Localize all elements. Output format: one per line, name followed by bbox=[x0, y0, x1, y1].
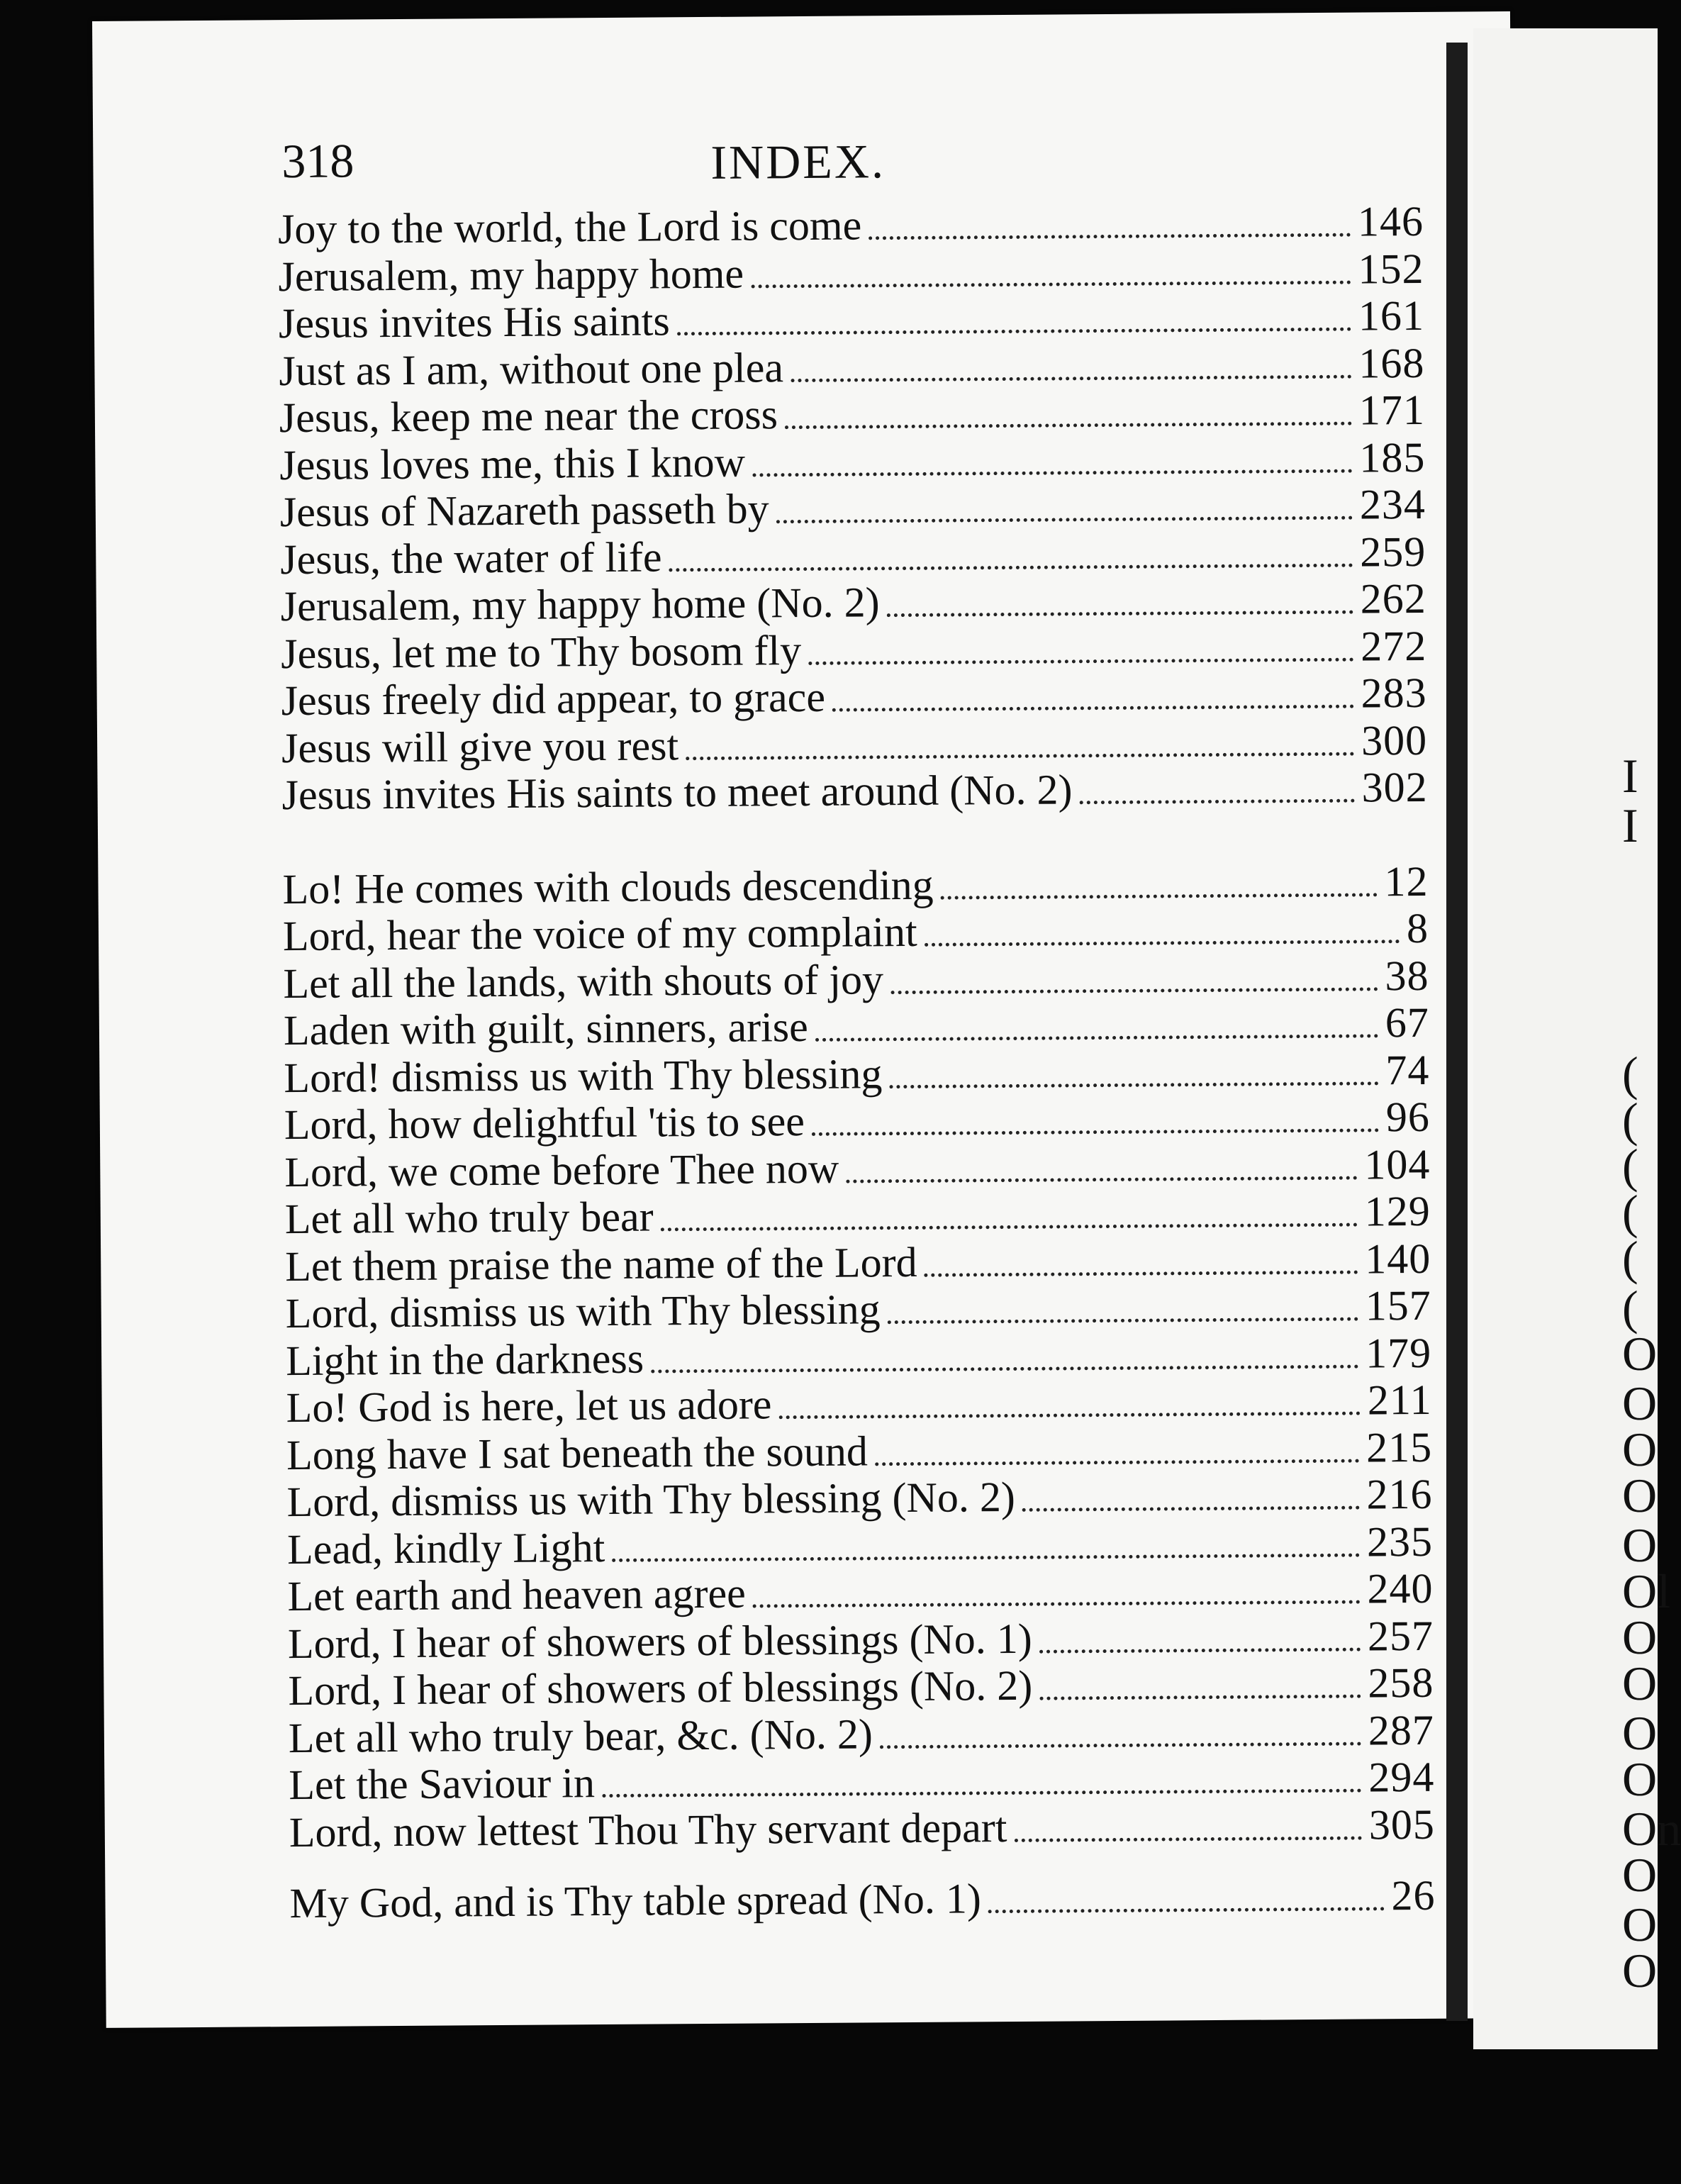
entry-title: Jerusalem, my happy home bbox=[278, 250, 744, 300]
entry-title: Let the Saviour in bbox=[289, 1759, 596, 1809]
dot-leader bbox=[602, 1788, 1361, 1798]
entry-page-number: 38 bbox=[1385, 952, 1429, 999]
index-entry bbox=[283, 905, 1429, 960]
entry-page-number: 234 bbox=[1359, 480, 1426, 528]
facing-page-fragment: Ol bbox=[1622, 1564, 1670, 1618]
entry-page-number: 216 bbox=[1366, 1470, 1433, 1518]
facing-page-fragment: O bbox=[1622, 1469, 1658, 1522]
index-entry bbox=[279, 292, 1424, 347]
index-list bbox=[278, 198, 1436, 1927]
index-entry bbox=[287, 1517, 1433, 1573]
entry-page-number: 235 bbox=[1366, 1517, 1434, 1565]
index-entry bbox=[285, 1282, 1431, 1337]
index-entry bbox=[287, 1565, 1433, 1620]
index-entry bbox=[280, 481, 1426, 536]
entry-title: Jesus invites His saints bbox=[278, 297, 670, 347]
dot-leader bbox=[1080, 798, 1355, 805]
entry-page-number: 287 bbox=[1368, 1706, 1435, 1754]
index-entry bbox=[288, 1612, 1434, 1667]
index-entry bbox=[281, 575, 1426, 630]
dot-leader bbox=[1014, 1835, 1361, 1842]
index-entry bbox=[289, 1754, 1434, 1809]
entry-page-number: 302 bbox=[1361, 763, 1428, 811]
dot-leader bbox=[875, 1458, 1359, 1466]
entry-title: Let earth and heaven agree bbox=[287, 1569, 746, 1620]
dot-leader bbox=[677, 327, 1351, 336]
index-entry bbox=[284, 1093, 1430, 1149]
entry-page-number: 104 bbox=[1364, 1140, 1431, 1188]
entry-title: Let all who truly bear, &c. (No. 2) bbox=[288, 1710, 873, 1761]
facing-page-fragment: O bbox=[1622, 1610, 1658, 1664]
entry-page-number: 305 bbox=[1368, 1800, 1436, 1848]
facing-page-fragment: O bbox=[1622, 1376, 1658, 1430]
entry-page-number: 258 bbox=[1368, 1659, 1434, 1707]
facing-page-fragment: O bbox=[1622, 1422, 1658, 1476]
entry-title: Let all who truly bear bbox=[284, 1193, 654, 1243]
dot-leader bbox=[669, 562, 1353, 572]
entry-title: Jerusalem, my happy home (No. 2) bbox=[280, 579, 880, 630]
dot-leader bbox=[888, 1317, 1358, 1325]
dot-leader bbox=[941, 892, 1378, 899]
facing-page-fragment: ( bbox=[1622, 1185, 1638, 1239]
entry-page-number: 12 bbox=[1384, 857, 1429, 905]
entry-page-number: 171 bbox=[1358, 386, 1426, 434]
dot-leader bbox=[752, 468, 1352, 477]
entry-title: Lord, how delightful 'tis to see bbox=[284, 1098, 805, 1149]
dot-leader bbox=[1022, 1505, 1360, 1512]
facing-page-fragment: ( bbox=[1622, 1281, 1638, 1335]
facing-page-fragment: O bbox=[1622, 1848, 1658, 1902]
entry-title: Joy to the world, the Lord is come bbox=[277, 201, 862, 253]
index-entry bbox=[279, 339, 1424, 394]
page-header bbox=[281, 111, 1431, 197]
entry-page-number: 283 bbox=[1361, 669, 1427, 717]
entry-title: Let them praise the name of the Lord bbox=[285, 1238, 917, 1290]
dot-leader bbox=[925, 1269, 1358, 1276]
entry-title: Lord, dismiss us with Thy blessing bbox=[285, 1286, 881, 1337]
dot-leader bbox=[651, 1364, 1358, 1373]
index-entry bbox=[281, 764, 1427, 819]
index-entry bbox=[286, 1329, 1431, 1384]
entry-page-number: 152 bbox=[1358, 245, 1424, 293]
entry-page-number: 240 bbox=[1367, 1564, 1434, 1612]
facing-page-fragment: I bbox=[1622, 749, 1638, 803]
entry-page-number: 129 bbox=[1364, 1187, 1431, 1235]
entry-page-number: 294 bbox=[1368, 1753, 1435, 1801]
index-entry bbox=[284, 999, 1429, 1054]
index-entry bbox=[289, 1800, 1435, 1856]
facing-page-fragment: ( bbox=[1622, 1047, 1638, 1101]
dot-leader bbox=[832, 704, 1354, 712]
dot-leader bbox=[1039, 1694, 1361, 1700]
entry-page-number: 179 bbox=[1365, 1329, 1432, 1377]
page-title: INDEX. bbox=[710, 134, 886, 189]
entry-page-number: 257 bbox=[1367, 1612, 1434, 1659]
index-entry bbox=[289, 1706, 1434, 1761]
entry-page-number: 262 bbox=[1360, 574, 1426, 623]
entry-title: Lord, I hear of showers of blessings (No. 2) bbox=[288, 1661, 1033, 1715]
index-entry bbox=[281, 622, 1426, 677]
entry-page-number: 140 bbox=[1364, 1235, 1431, 1283]
facing-page-edge bbox=[1473, 28, 1681, 2049]
dot-leader bbox=[869, 233, 1351, 240]
entry-title: Jesus will give you rest bbox=[281, 721, 679, 771]
index-entry bbox=[289, 1872, 1435, 1927]
dot-leader bbox=[779, 1411, 1361, 1420]
entry-title: Let all the lands, with shouts of joy bbox=[283, 955, 884, 1007]
dot-leader bbox=[880, 1741, 1361, 1749]
section-gap bbox=[282, 810, 1428, 865]
dot-leader bbox=[812, 1128, 1379, 1137]
entry-title: Lo! God is here, let us adore bbox=[286, 1381, 772, 1432]
entry-title: My God, and is Thy table spread (No. 1) bbox=[289, 1875, 982, 1927]
entry-page-number: 300 bbox=[1361, 716, 1428, 764]
entry-title: Lord, hear the voice of my complaint bbox=[282, 908, 917, 960]
entry-title: Light in the darkness bbox=[285, 1335, 644, 1384]
facing-page-fragment: I bbox=[1622, 798, 1638, 852]
book-spine bbox=[1446, 43, 1468, 2021]
entry-title: Long have I sat beneath the sound bbox=[286, 1427, 869, 1478]
index-entry bbox=[282, 857, 1428, 913]
entry-title: Laden with guilt, sinners, arise bbox=[283, 1003, 808, 1054]
facing-page-fragment: ( bbox=[1622, 1231, 1638, 1285]
page-number: 318 bbox=[281, 133, 354, 189]
dot-leader bbox=[753, 1600, 1361, 1608]
index-entry bbox=[284, 1046, 1429, 1101]
index-entry bbox=[288, 1659, 1434, 1715]
entry-page-number: 168 bbox=[1358, 339, 1425, 387]
entry-title: Jesus, keep me near the cross bbox=[279, 391, 778, 442]
facing-page-fragment: O bbox=[1622, 1752, 1658, 1806]
dot-leader bbox=[751, 279, 1351, 288]
dot-leader bbox=[776, 516, 1353, 524]
entry-title: Lord, now lettest Thou Thy servant depart bbox=[289, 1803, 1007, 1856]
entry-title: Jesus of Nazareth passeth by bbox=[279, 485, 769, 536]
index-entry bbox=[279, 386, 1425, 442]
dot-leader bbox=[815, 1034, 1378, 1042]
entry-title: Jesus, let me to Thy bosom fly bbox=[281, 626, 802, 677]
index-entry bbox=[279, 433, 1425, 489]
dot-leader bbox=[846, 1175, 1357, 1183]
index-entry bbox=[286, 1376, 1431, 1432]
entry-title: Lord, dismiss us with Thy blessing (No. 2) bbox=[286, 1473, 1016, 1526]
entry-page-number: 26 bbox=[1391, 1871, 1436, 1920]
entry-page-number: 67 bbox=[1385, 998, 1430, 1047]
dot-leader bbox=[612, 1552, 1360, 1561]
facing-page-fragment: On bbox=[1622, 1802, 1681, 1856]
entry-page-number: 215 bbox=[1366, 1423, 1433, 1471]
dot-leader bbox=[785, 421, 1352, 430]
entry-title: Lord, we come before Thee now bbox=[284, 1144, 839, 1196]
index-entry bbox=[281, 716, 1427, 771]
entry-page-number: 96 bbox=[1385, 1093, 1431, 1141]
entry-title: Just as I am, without one plea bbox=[279, 343, 784, 394]
index-entry bbox=[285, 1188, 1431, 1243]
entry-page-number: 146 bbox=[1357, 197, 1424, 245]
index-entry bbox=[283, 952, 1429, 1007]
entry-page-number: 74 bbox=[1385, 1046, 1430, 1093]
index-entry bbox=[278, 198, 1424, 253]
dot-leader bbox=[988, 1907, 1385, 1914]
dot-leader bbox=[887, 610, 1353, 618]
entry-page-number: 211 bbox=[1367, 1376, 1432, 1424]
dot-leader bbox=[808, 657, 1353, 664]
entry-title: Jesus freely did appear, to grace bbox=[281, 673, 826, 725]
facing-page-fragment: O bbox=[1622, 1944, 1658, 1998]
dot-leader bbox=[890, 986, 1378, 994]
entry-page-number: 161 bbox=[1358, 291, 1425, 340]
entry-title: Jesus invites His saints to meet around (No. 2) bbox=[281, 766, 1073, 819]
entry-title: Lo! He comes with clouds descending bbox=[282, 861, 934, 913]
facing-page-fragment: ( bbox=[1622, 1093, 1638, 1147]
index-entry bbox=[284, 1140, 1430, 1196]
index-page bbox=[92, 11, 1524, 2028]
entry-page-number: 185 bbox=[1359, 433, 1426, 481]
entry-title: Jesus loves me, this I know bbox=[279, 438, 746, 489]
index-entry bbox=[286, 1471, 1432, 1526]
facing-page-fragment: ( bbox=[1622, 1139, 1638, 1193]
index-entry bbox=[278, 245, 1424, 300]
entry-page-number: 8 bbox=[1406, 904, 1429, 952]
dot-leader bbox=[925, 939, 1400, 947]
facing-page-fragment: O bbox=[1622, 1518, 1658, 1572]
index-entry bbox=[286, 1423, 1432, 1478]
facing-page-fragment: O bbox=[1622, 1706, 1658, 1760]
dot-leader bbox=[791, 374, 1351, 382]
facing-page-fragment: O bbox=[1622, 1656, 1658, 1710]
entry-title: Lead, kindly Light bbox=[286, 1523, 605, 1573]
index-entry bbox=[285, 1235, 1431, 1290]
facing-page-fragment: O bbox=[1622, 1327, 1658, 1381]
dot-leader bbox=[661, 1222, 1358, 1232]
entry-title: Lord! dismiss us with Thy blessing bbox=[284, 1049, 883, 1101]
entry-title: Jesus, the water of life bbox=[280, 533, 662, 583]
dot-leader bbox=[889, 1081, 1378, 1088]
entry-page-number: 272 bbox=[1360, 622, 1427, 670]
dot-leader bbox=[686, 751, 1354, 760]
entry-page-number: 259 bbox=[1360, 528, 1426, 576]
facing-page-fragment: O bbox=[1622, 1898, 1658, 1951]
dot-leader bbox=[1039, 1647, 1361, 1653]
entry-title: Lord, I hear of showers of blessings (No. 1) bbox=[287, 1615, 1032, 1667]
entry-page-number: 157 bbox=[1365, 1281, 1431, 1330]
index-entry bbox=[281, 669, 1426, 725]
index-entry bbox=[280, 528, 1426, 583]
